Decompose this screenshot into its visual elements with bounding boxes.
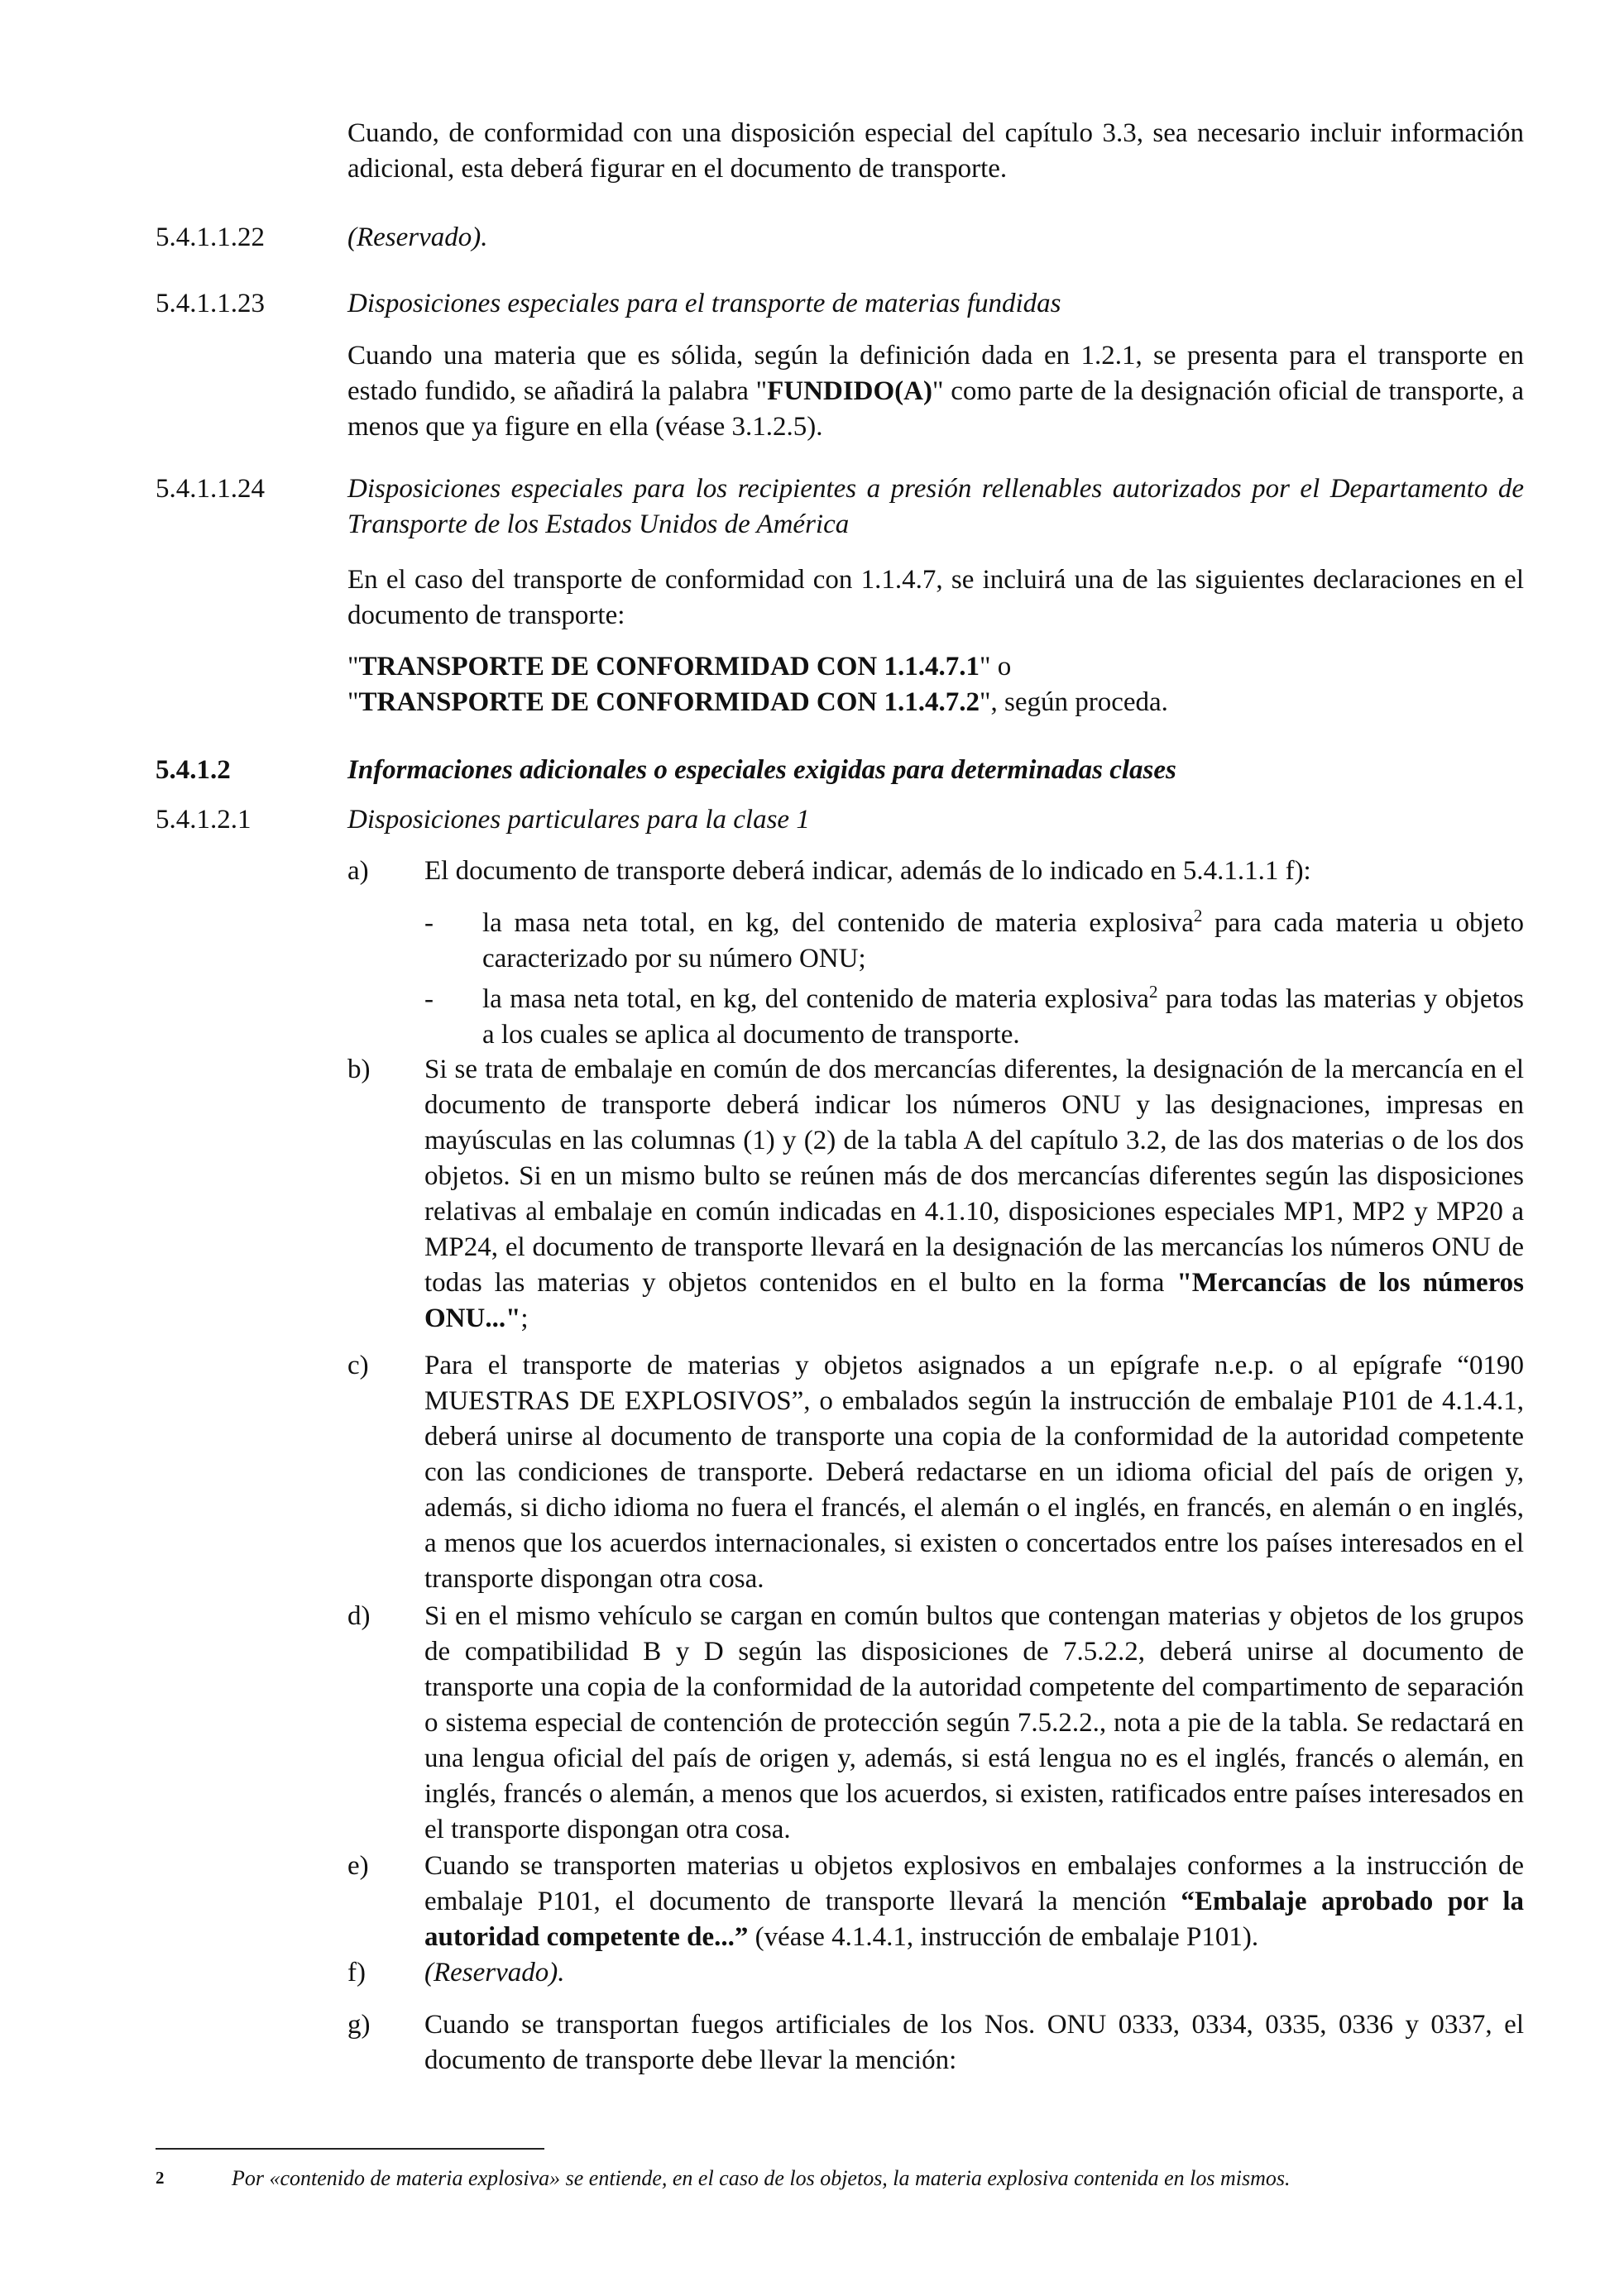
section-number-23: 5.4.1.1.23 — [156, 289, 265, 318]
section-23-paragraph: Cuando una materia que es sólida, según la definición dada en 1.2.1, se presenta para el transporte en estado fundido, se añadirá la palabra "FUNDIDO(A)" como parte de la designación oficial de transporte, a menos que ya figure en ella (véase 3.1.2.5). — [347, 341, 1525, 442]
list-label-g: g) — [347, 2010, 371, 2040]
list-label-e: e) — [347, 1851, 369, 1881]
list-label-f: f) — [347, 1958, 366, 1987]
document-page: Cuando, de conformidad con una disposición especial del capítulo 3.3, sea necesario incluir información adicional, esta deberá figurar en el documento de transporte. 5.4.1.1.22 (Reservado). 5.4.1.1.23 Disposiciones especiales para el transporte de materias fundidas Cuando una materia que es sólida, según la definición dada en 1.2.1, se presenta para el transporte en estado fundido, se añadirá la palabra "FUNDIDO(A)" como parte de la designación oficial de transporte, a menos que ya figure en ella (véase 3.1.2.5). 5.4.1.1.24 Disposiciones especiales para los recipientes a presión rellenables autorizados por el Departamento de Transporte de los Estados Unidos de América En el caso del transporte de conformidad con 1.1.4.7, se incluirá una de las siguientes declaraciones en el documento de transporte: "TRANSPORTE DE CONFORMIDAD CON 1.1.4.7.1" o "TRANSPORTE DE CONFORMIDAD CON 1.1.4.7.2", según proceda. 5.4.1.2 Informaciones adicionales o especiales exigidas para determinadas clases 5.4.1.2.1 Disposiciones particulares para la clase 1 a) El documento de transporte deberá indicar, además de lo indicado en 5.4.1.1.1 f): - la masa neta total, en kg, del contenido de materia explosiva$^2$ para cada materia u objeto caracterizado por su número ONU; - la masa neta total, en kg, del contenido de materia explosiva$^2$ para todas las materias y objetos a los cuales se aplica al documento de transporte. b) Si se trata de embalaje en común de dos mercancías diferentes, la designación de la mercancía en el documento de transporte deberá indicar los números ONU y las designaciones, impresas en mayúsculas en las columnas (1) y (2) de la tabla A del capítulo 3.2, de las dos materias o de los dos objetos. Si en un mismo bulto se reúnen más de dos mercancías diferentes según las disposiciones relativas al embalaje en común indicadas en 4.1.10, disposiciones especiales MP1, MP2 y MP20 a MP24, el documento de transporte llevará en la designación de las mercancías los números ONU de todas las materias y objetos contenidos en el bulto en la forma "Mercancías de los números ONU..."; c) Para el transporte de materias y objetos asignados a un epígrafe n.e.p. o al epígrafe “0190 MUESTRAS DE EXPLOSIVOS”, o embalados según la instrucción de embalaje P101 de 4.1.4.1, deberá unirse al documento de transporte una copia de la conformidad de la autoridad competente con las condiciones de transporte. Deberá redactarse en un idioma oficial del país de origen y, además, si dicho idioma no fuera el francés, el alemán o el inglés, en francés, en alemán o en inglés, a menos que los acuerdos internacionales, si existen o concertados entre los países interesados en el transporte dispongan otra cosa. d) Si en el mismo vehículo se cargan en común bultos que contengan materias y objetos de los grupos de compatibilidad B y D según las disposiciones de 7.5.2.2, deberá unirse al documento de transporte una copia de la conformidad de la autoridad competente del compartimento de separación o sistema especial de contención de protección según 7.5.2.2., nota a pie de la tabla. Se redactará en una lengua oficial del país de origen y, además, si está lengua no es el inglés, francés o alemán, en inglés, francés o alemán, a menos que los acuerdos, si existen, ratificados entre países interesados en el transporte dispongan otra cosa. e) Cuando se transporten materias u objetos explosivos en embalajes conformes a la instrucción de embalaje P101, el documento de transporte llevará la mención “Embalaje aprobado por la autoridad competente de...” (véase 4.1.4.1, instrucción de embalaje P101). f) (Reservado). g) Cuando se transportan fuegos artificiales de los Nos. ONU 0333, 0334, 0335, 0336 y 0337, el documento de transporte debe llevar la mención: 2 Por «contenido de materia explosiva» se entiende, en el caso de los objetos, la materia explosiva contenida en los mismos. — [0, 0, 1624, 2296]
footnote-separator — [156, 2148, 544, 2150]
section-heading-54121: Disposiciones particulares para la clase 1 — [347, 805, 810, 835]
declaration-line-1: "TRANSPORTE DE CONFORMIDAD CON 1.1.4.7.1" o — [347, 652, 1012, 682]
intro-paragraph: Cuando, de conformidad con una disposición especial del capítulo 3.3, sea necesario incluir información adicional, esta deberá figurar en el documento de transporte. — [347, 118, 1524, 184]
section-number-22: 5.4.1.1.22 — [156, 222, 265, 252]
section-24-paragraph: En el caso del transporte de conformidad con 1.1.4.7, se incluirá una de las siguientes declaraciones en el documento de transporte: — [347, 565, 1524, 630]
list-label-d: d) — [347, 1601, 371, 1631]
fundido-term: FUNDIDO(A) — [767, 376, 932, 406]
footnote-mark: 2 — [156, 2168, 165, 2188]
section-number-24: 5.4.1.1.24 — [156, 474, 265, 504]
footnote-ref: 2 — [1193, 906, 1203, 926]
footnote-text: Por «contenido de materia explosiva» se entiende, en el caso de los objetos, la materia explosiva contenida en los mismos. — [232, 2166, 1291, 2190]
list-label-c: c) — [347, 1351, 369, 1380]
section-number-54121: 5.4.1.2.1 — [156, 805, 252, 835]
footnote-ref: 2 — [1148, 982, 1158, 1002]
section-heading-5412: Informaciones adicionales o especiales exigidas para determinadas clases — [347, 755, 1176, 785]
list-label-a: a) — [347, 856, 369, 886]
list-label-b: b) — [347, 1055, 371, 1084]
section-heading-24: Disposiciones especiales para los recipientes a presión rellenables autorizados por el Departamento de Transporte de los Estados Unidos de América — [347, 474, 1524, 539]
declaration-line-2: "TRANSPORTE DE CONFORMIDAD CON 1.1.4.7.2", según proceda. — [347, 687, 1168, 717]
section-heading-23: Disposiciones especiales para el transporte de materias fundidas — [347, 289, 1061, 318]
section-heading-22: (Reservado). — [347, 222, 488, 252]
section-number-5412: 5.4.1.2 — [156, 755, 231, 785]
